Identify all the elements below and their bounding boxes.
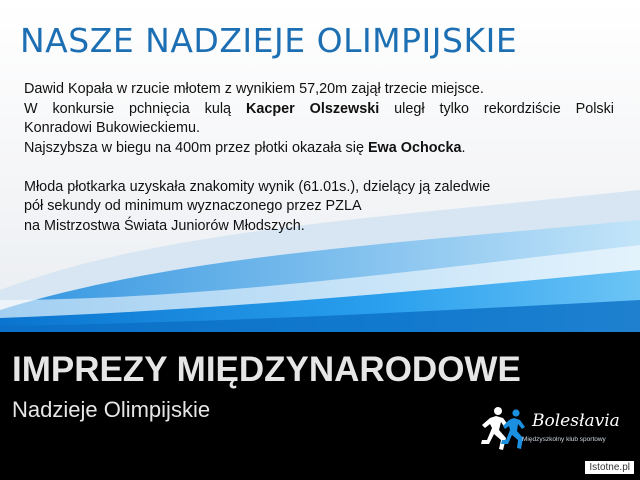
- paragraph-result-line3: na Mistrzostwa Świata Juniorów Młodszych.: [24, 217, 305, 234]
- paragraph-kopala: Dawid Kopała w rzucie młotem z wynikiem 57,20m zajął trzecie miejsce.: [24, 81, 484, 97]
- banner-subtitle: Nadzieje Olimpijskie: [12, 397, 211, 422]
- athlete-name-ochocka: Ewa Ochocka: [367, 139, 462, 156]
- paragraph-result-line1: Młoda płotkarka uzyskała znakomity wynik (61.01s.), dzielący ją zaledwie: [24, 178, 491, 195]
- athlete-name-olszewski: Kacper Olszewski: [245, 100, 380, 117]
- paragraph-olszewski-line2: Konradowi Bukowieckiemu.: [24, 120, 200, 136]
- text-span: uległ tylko rekordziście Polski: [379, 100, 614, 117]
- runners-icon: [476, 404, 536, 456]
- paragraph-olszewski-line1: [24, 100, 614, 120]
- source-watermark: Istotne.pl: [585, 461, 634, 474]
- bottom-banner: [0, 332, 640, 480]
- club-logo-tagline: Międzyszkolny klub sportowy: [522, 436, 606, 443]
- text-span: W konkursie pchnięcia kulą: [24, 100, 246, 117]
- paragraph-result-line2: pół sekundy od minimum wyznaczonego przez PZLA: [24, 198, 362, 214]
- text-span: .: [461, 139, 466, 156]
- slide-title: NASZE NADZIEJE OLIMPIJSKIE: [20, 21, 518, 60]
- club-logo: [472, 402, 622, 458]
- article-text: [24, 80, 614, 236]
- club-logo-name: Bolesłavia: [532, 411, 620, 431]
- paragraph-gap: [24, 158, 614, 178]
- text-span: Najszybsza w biegu na 400m przez płotki okazała się: [24, 139, 368, 156]
- banner-title: IMPREZY MIĘDZYNARODOWE: [12, 350, 521, 389]
- paragraph-ochocka: [24, 139, 614, 159]
